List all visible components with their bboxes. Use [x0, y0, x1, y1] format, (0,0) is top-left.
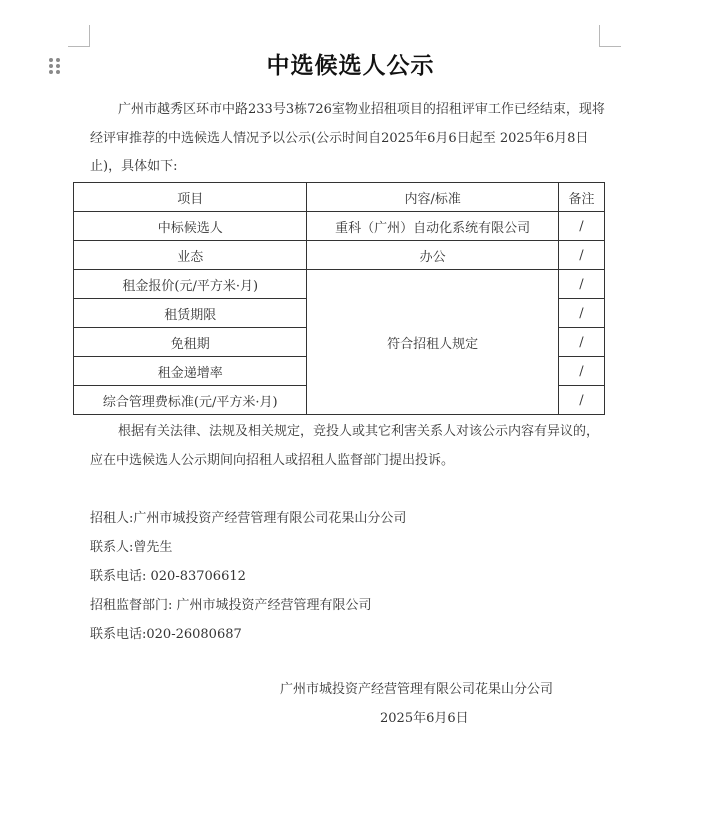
row-note: / [558, 328, 604, 357]
supervisor-line: 招租监督部门: 广州市城投资产经营管理有限公司 [90, 598, 372, 613]
row-item: 中标候选人 [74, 212, 307, 241]
contact-phone-line: 联系电话: 020-83706612 [90, 569, 246, 584]
row-item: 免租期 [74, 328, 307, 357]
page-title: 中选候选人公示 [266, 53, 435, 79]
lessor-line: 招租人:广州市城投资产经营管理有限公司花果山分公司 [90, 511, 407, 526]
header-note: 备注 [558, 183, 604, 212]
row-content: 办公 [307, 241, 558, 270]
row-note: / [558, 386, 604, 415]
header-content: 内容/标准 [307, 183, 558, 212]
row-item: 租金报价(元/平方米·月) [74, 270, 307, 299]
row-note: / [558, 299, 604, 328]
supervisor-phone-line: 联系电话:020-26080687 [90, 627, 242, 642]
signature-organization: 广州市城投资产经营管理有限公司花果山分公司 [280, 682, 554, 697]
intro-text: 广州市越秀区环市中路233号3栋726室物业招租项目的招租评审工作已经结束，现将经评审推荐的中选候选人情况予以公示(公示时间自2025年6月6日起至 2025年6月8日止)，具体如下: [90, 102, 605, 174]
row-note: / [558, 270, 604, 299]
merged-content-cell: 符合招租人规定 [307, 270, 558, 415]
row-note: / [558, 357, 604, 386]
intro-paragraph [90, 96, 605, 182]
candidate-table [73, 182, 605, 415]
table-row [74, 241, 605, 270]
row-item: 租赁期限 [74, 299, 307, 328]
header-item: 项目 [74, 183, 307, 212]
row-item: 业态 [74, 241, 307, 270]
row-note: / [558, 212, 604, 241]
row-content: 重科（广州）自动化系统有限公司 [307, 212, 558, 241]
page-corner-mark-top-right [599, 25, 621, 47]
closing-paragraph [90, 418, 605, 475]
table-row [74, 212, 605, 241]
signature-date: 2025年6月6日 [380, 711, 469, 726]
row-item: 租金递增率 [74, 357, 307, 386]
contact-person-line: 联系人:曾先生 [90, 540, 173, 555]
closing-text: 根据有关法律、法规及相关规定，竞投人或其它利害关系人对该公示内容有异议的，应在中选候选人公示期间向招租人或招租人监督部门提出投诉。 [90, 424, 600, 468]
table-header-row [74, 183, 605, 212]
row-note: / [558, 241, 604, 270]
page-corner-mark-top-left [68, 25, 90, 47]
row-item: 综合管理费标准(元/平方米·月) [74, 386, 307, 415]
table-row [74, 270, 605, 299]
contact-block [90, 504, 406, 649]
